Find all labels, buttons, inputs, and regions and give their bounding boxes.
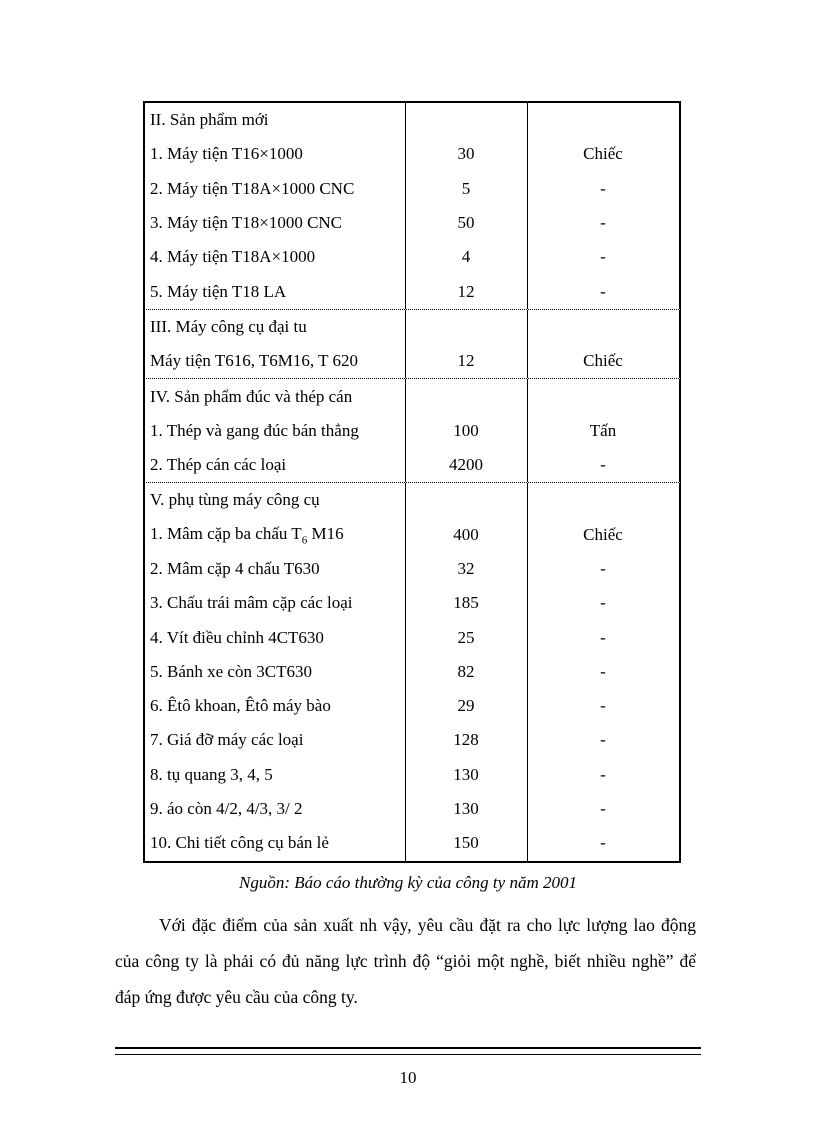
- item-name: 5. Bánh xe còn 3CT630: [150, 661, 312, 681]
- table-row: [145, 723, 679, 757]
- source-note: Nguồn: Báo cáo thường kỳ của công ty năm 2001: [239, 873, 577, 892]
- section-heading: IV. Sản phẩm đúc và thép cán: [150, 386, 353, 406]
- item-quantity: 29: [457, 696, 475, 716]
- section-heading-row: [145, 483, 679, 517]
- table-row: [145, 344, 679, 378]
- table-row: [145, 172, 679, 206]
- item-quantity: 82: [457, 661, 475, 681]
- item-quantity: 100: [453, 420, 479, 440]
- table-row: [145, 826, 679, 860]
- table-section-overhauled-tools: [143, 309, 681, 379]
- item-name: 1. Máy tiện T16×1000: [150, 144, 303, 164]
- item-name: Máy tiện T616, T6M16, T 620: [150, 351, 358, 371]
- item-name: 10. Chi tiết công cụ bán lẻ: [150, 833, 329, 853]
- body-paragraph: Với đặc điểm của sản xuất nh vậy, yêu cầu đặt ra cho lực lượng lao động của công ty là phải có đủ năng lực trình độ “giỏi một nghề, biết nhiều nghề” để đáp ứng được yêu cầu của công ty.: [115, 915, 696, 1007]
- item-unit: Chiếc: [583, 524, 623, 544]
- table-row: [145, 689, 679, 723]
- footer-divider: [115, 1047, 701, 1055]
- item-unit: Chiếc: [583, 144, 623, 164]
- table-row: [145, 137, 679, 171]
- item-name: 9. áo còn 4/2, 4/3, 3/ 2: [150, 799, 303, 819]
- item-name: 4. Máy tiện T18A×1000: [150, 247, 316, 267]
- item-quantity: 128: [453, 730, 479, 750]
- item-quantity: 25: [457, 627, 475, 647]
- table-section-cast-steel: [143, 378, 681, 482]
- item-unit: -: [600, 178, 606, 198]
- table-row: [145, 414, 679, 448]
- item-name: 2. Máy tiện T18A×1000 CNC: [150, 178, 355, 198]
- item-quantity: 5: [461, 178, 471, 198]
- item-quantity: 30: [457, 144, 475, 164]
- table-row: [145, 518, 679, 552]
- item-name: 3. Máy tiện T18×1000 CNC: [150, 213, 343, 233]
- item-quantity: 130: [453, 799, 479, 819]
- table-row: [145, 792, 679, 826]
- item-unit: -: [600, 696, 606, 716]
- item-name: 5. Máy tiện T18 LA: [150, 281, 287, 301]
- table-row: [145, 448, 679, 482]
- section-heading: V. phụ tùng máy công cụ: [150, 490, 320, 510]
- item-quantity: 150: [453, 833, 479, 853]
- item-quantity: 12: [457, 351, 475, 371]
- table-row: [145, 240, 679, 274]
- table-row: [145, 758, 679, 792]
- item-unit: -: [600, 455, 606, 475]
- item-unit: -: [600, 213, 606, 233]
- item-quantity: 130: [453, 764, 479, 784]
- item-name: 1. Thép và gang đúc bán thẳng: [150, 420, 359, 440]
- item-unit: -: [600, 764, 606, 784]
- table-row: [145, 206, 679, 240]
- item-quantity: 12: [457, 281, 475, 301]
- table-section-spare-parts: [143, 482, 681, 862]
- item-name: 1. Mâm cặp ba chấu $T_6$ M16: [150, 523, 344, 546]
- section-heading-row: [145, 310, 679, 344]
- item-unit: -: [600, 559, 606, 578]
- item-quantity: 400: [453, 524, 479, 544]
- item-name: 4. Vít điều chỉnh 4CT630: [150, 627, 324, 647]
- item-unit: -: [600, 730, 606, 750]
- item-name: 7. Giá đỡ máy các loại: [150, 730, 304, 750]
- item-name: 2. Mâm cặp 4 chấu T630: [150, 559, 320, 578]
- section-heading-row: [145, 103, 679, 137]
- table-row: [145, 274, 679, 308]
- item-unit: -: [600, 281, 606, 301]
- table-section-new-products: [143, 101, 681, 309]
- item-unit: Tấn: [589, 420, 617, 440]
- item-unit: -: [600, 799, 606, 819]
- item-quantity: 4200: [449, 455, 483, 475]
- product-table: [143, 101, 681, 863]
- page-number: 10: [399, 1068, 417, 1087]
- table-row: [145, 552, 679, 586]
- item-name: 8. tụ quang 3, 4, 5: [150, 764, 273, 784]
- table-row: [145, 655, 679, 689]
- item-quantity: 4: [461, 247, 471, 267]
- item-quantity: 185: [453, 593, 479, 613]
- table-row: [145, 620, 679, 654]
- item-unit: -: [600, 247, 606, 267]
- table-row: [145, 586, 679, 620]
- section-heading: II. Sản phẩm mới: [150, 110, 269, 130]
- item-unit: -: [600, 593, 606, 613]
- item-name: 3. Chấu trái mâm cặp các loại: [150, 593, 353, 613]
- item-quantity: 50: [457, 213, 475, 233]
- item-quantity: 32: [457, 559, 475, 578]
- section-heading-row: [145, 379, 679, 413]
- item-unit: Chiếc: [583, 351, 623, 371]
- item-name: 6. Êtô khoan, Êtô máy bào: [150, 696, 331, 716]
- item-name: 2. Thép cán các loại: [150, 455, 287, 475]
- item-unit: -: [600, 661, 606, 681]
- section-heading: III. Máy công cụ đại tu: [150, 316, 307, 336]
- item-unit: -: [600, 833, 606, 853]
- item-unit: -: [600, 627, 606, 647]
